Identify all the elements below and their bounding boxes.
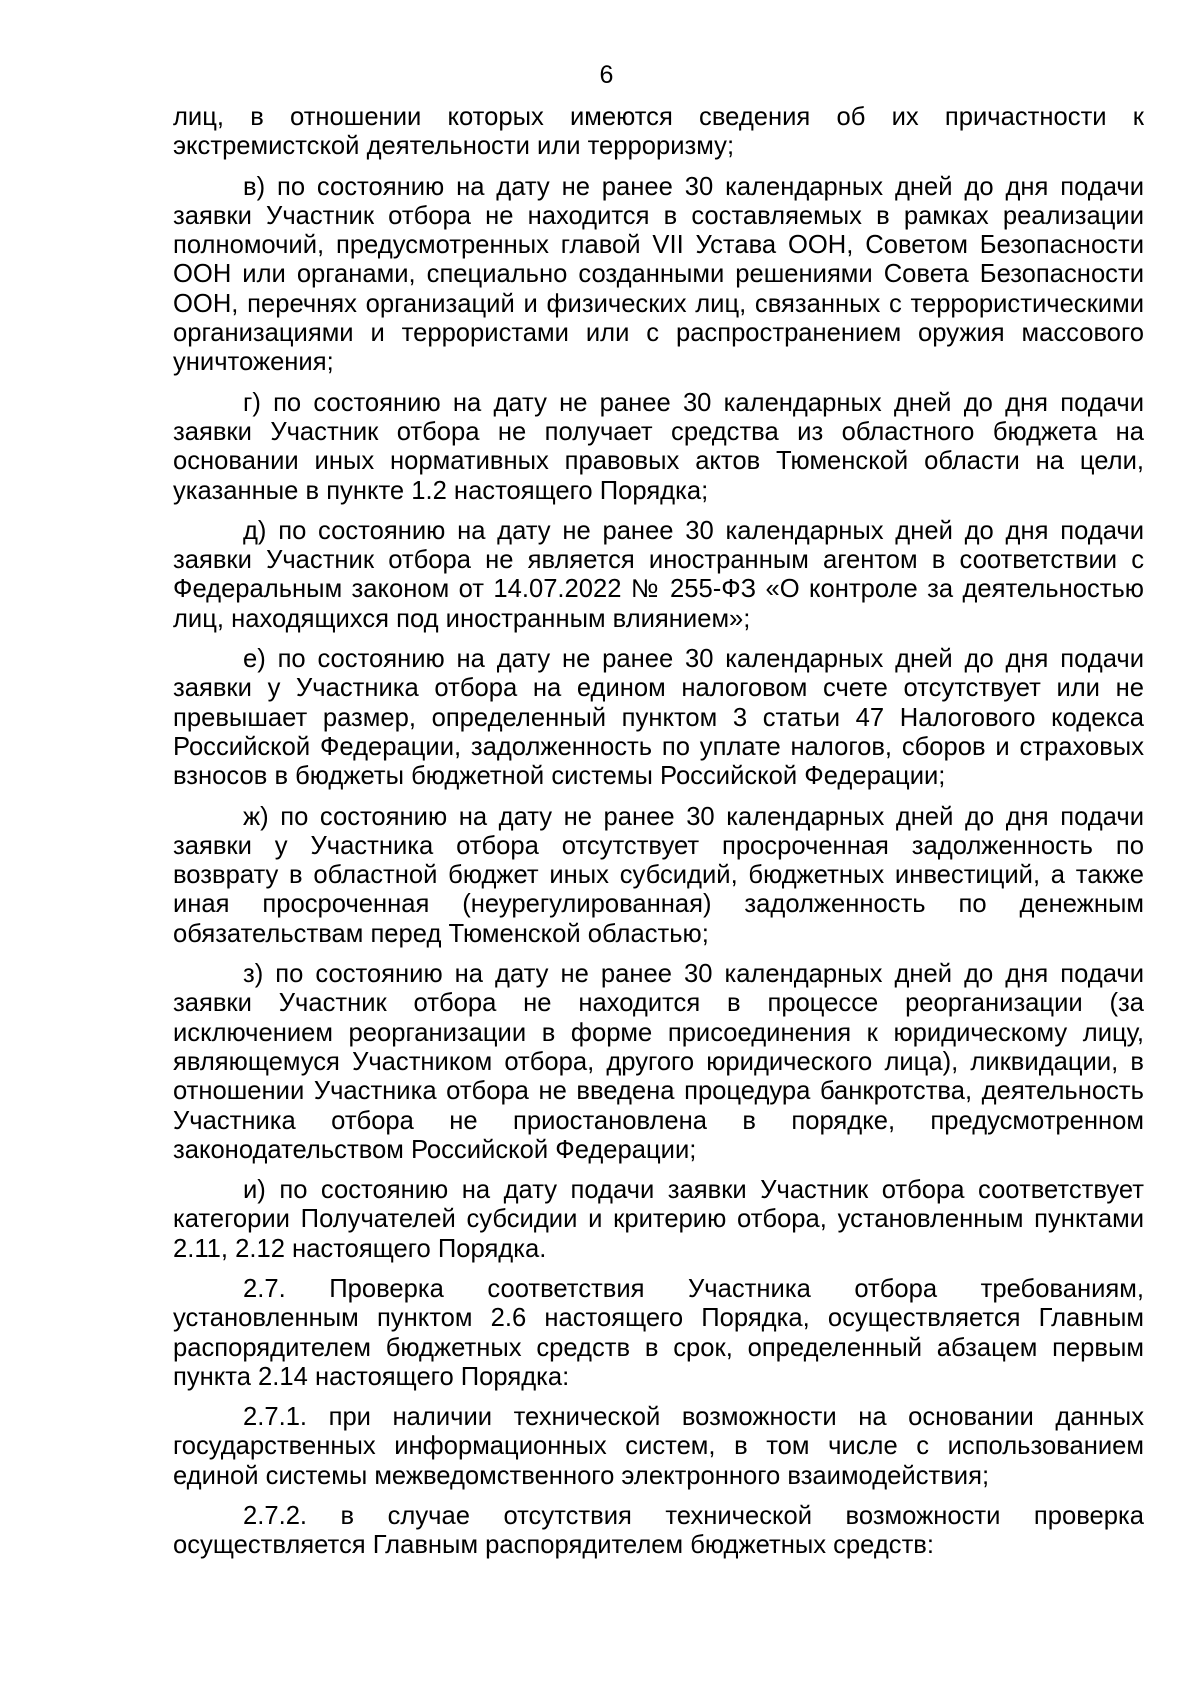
page-number: 6 — [599, 61, 614, 89]
paragraph-continuation: лиц, в отношении которых имеются сведения об их причастности к экстремистской деятельности или терроризму; — [173, 103, 1144, 161]
paragraph-item-e: е) по состоянию на дату не ранее 30 календарных дней до дня подачи заявки у Участника отбора на едином налоговом счете отсутствует или не превышает размер, определенный пунктом 3 статьи 47 Налогового кодекса Российской Федерации, задолженность по уплате налогов, сборов и страховых взносов в бюджеты бюджетной системы Российской Федерации; — [173, 645, 1144, 791]
paragraph-section-2-7: 2.7. Проверка соответствия Участника отбора требованиям, установленным пунктом 2.6 настоящего Порядка, осуществляется Главным распорядителем бюджетных средств в срок, определенный абзацем первым пункта 2.14 настоящего Порядка: — [173, 1274, 1144, 1391]
paragraph-item-z: з) по состоянию на дату не ранее 30 календарных дней до дня подачи заявки Участник отбора не находится в процессе реорганизации (за исключением реорганизации в форме присоединения к юридическому лицу, являющемуся Участником отбора, другого юридического лица), ликвидации, в отношении Участника отбора не введена процедура банкротства, деятельность Участника отбора не приостановлена в порядке, предусмотренном законодательством Российской Федерации; — [173, 960, 1144, 1164]
paragraph-section-2-7-2: 2.7.2. в случае отсутствия технической возможности проверка осуществляется Главным распорядителем бюджетных средств: — [173, 1502, 1144, 1560]
paragraph-item-g: г) по состоянию на дату не ранее 30 календарных дней до дня подачи заявки Участник отбора не получает средства из областного бюджета на основании иных нормативных правовых актов Тюменской области на цели, указанные в пункте 1.2 настоящего Порядка; — [173, 388, 1144, 505]
document-body — [173, 103, 1144, 1561]
paragraph-item-v: в) по состоянию на дату не ранее 30 календарных дней до дня подачи заявки Участник отбора не находится в составляемых в рамках реализации полномочий, предусмотренных главой VII Устава ООН, Советом Безопасности ООН или органами, специально созданными решениями Совета Безопасности ООН, перечнях организаций и физических лиц, связанных с террористическими организациями и террористами или с распространением оружия массового уничтожения; — [173, 172, 1144, 377]
paragraph-section-2-7-1: 2.7.1. при наличии технической возможности на основании данных государственных информационных систем, в том числе с использованием единой системы межведомственного электронного взаимодействия; — [173, 1403, 1144, 1490]
paragraph-item-zh: ж) по состоянию на дату не ранее 30 календарных дней до дня подачи заявки у Участника отбора отсутствует просроченная задолженность по возврату в областной бюджет иных субсидий, бюджетных инвестиций, а также иная просроченная (неурегулированная) задолженность по денежным обязательствам перед Тюменской областью; — [173, 802, 1144, 948]
paragraph-item-i: и) по состоянию на дату подачи заявки Участник отбора соответствует категории Получателей субсидии и критерию отбора, установленным пунктами 2.11, 2.12 настоящего Порядка. — [173, 1176, 1144, 1263]
paragraph-item-d: д) по состоянию на дату не ранее 30 календарных дней до дня подачи заявки Участник отбора не является иностранным агентом в соответствии с Федеральным законом от 14.07.2022 № 255-ФЗ «О контроле за деятельностью лиц, находящихся под иностранным влиянием»; — [173, 516, 1144, 633]
